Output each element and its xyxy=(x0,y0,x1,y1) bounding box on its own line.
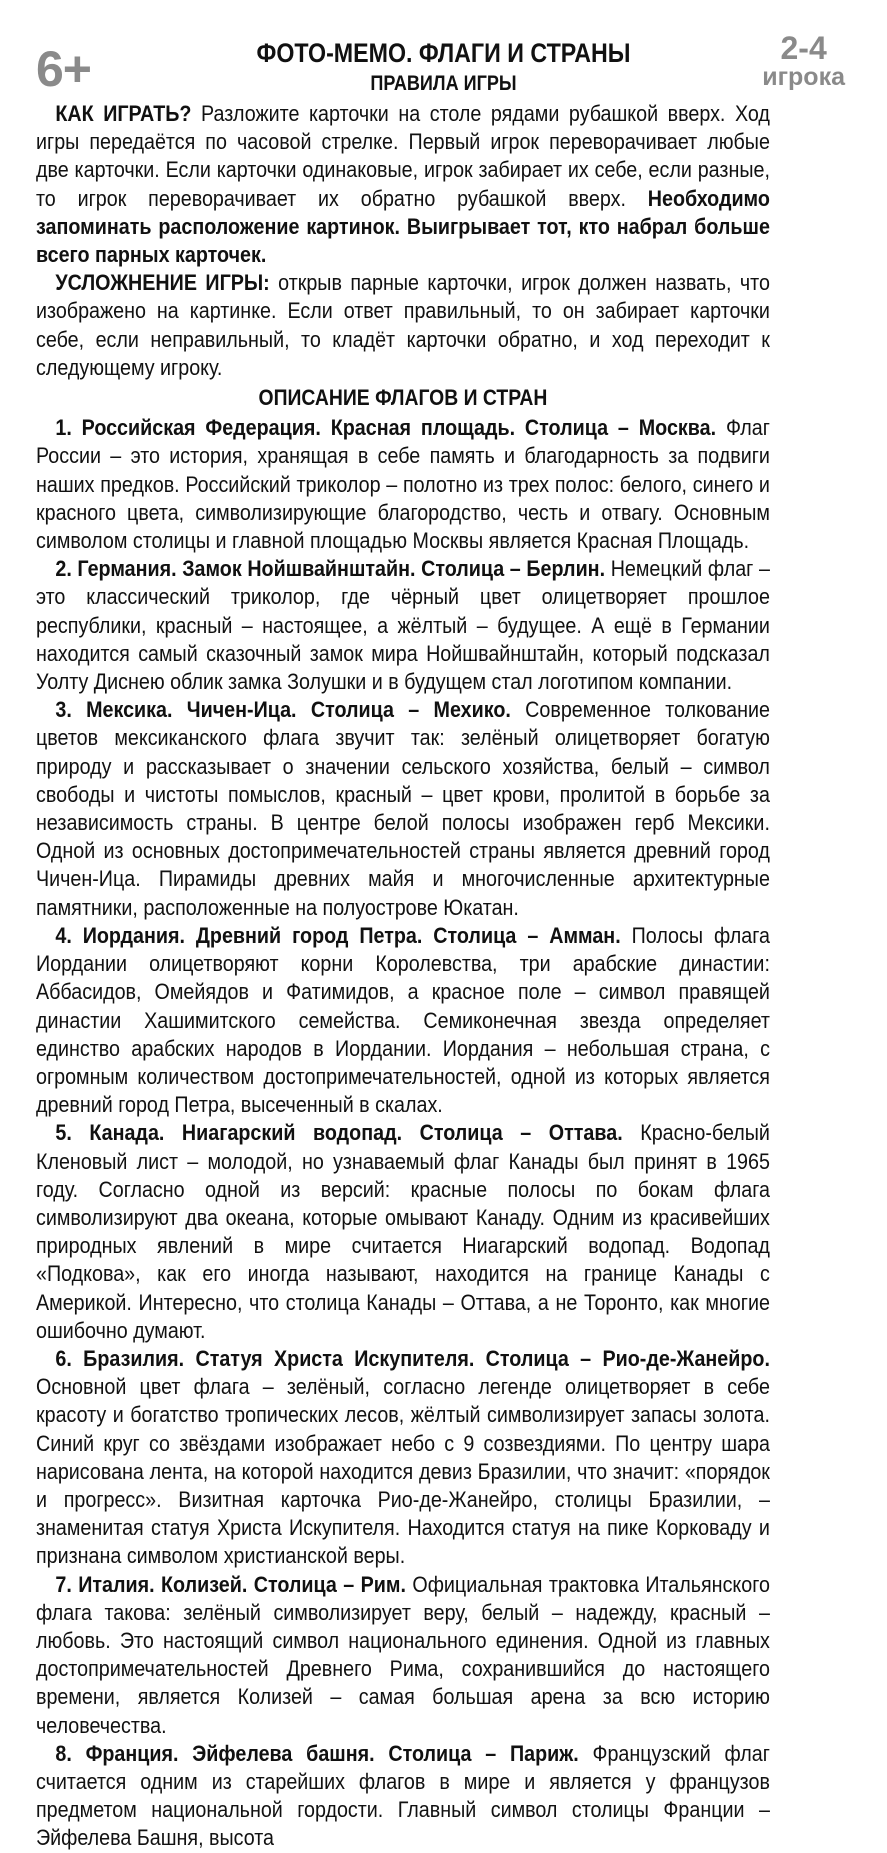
rules-body xyxy=(36,100,770,1853)
page-title: ФОТО-МЕМО. ФЛАГИ И СТРАНЫ xyxy=(256,38,631,68)
country-heading: 3. Мексика. Чичен-Ица. Столица – Мехико. xyxy=(55,697,511,723)
country-heading: 2. Германия. Замок Нойшвайнштайн. Столица – Берлин. xyxy=(55,556,606,582)
country-heading: 5. Канада. Ниагарский водопад. Столица – Оттава. xyxy=(55,1120,623,1146)
country-paragraph-france xyxy=(36,1740,770,1853)
country-text: Флаг России – это история, хранящая в себе память и благодарность за подвиги наших предков. Российский триколор – полотно из трех полос: белого, синего и красного цвета, символизирующие благородство, честь и отвагу. Основным символом столицы и главной площадью Москвы является Красная Площадь. xyxy=(36,415,770,554)
country-paragraph-italy xyxy=(36,1571,770,1740)
players-word: игрока xyxy=(762,63,845,91)
country-heading: 7. Италия. Колизей. Столица – Рим. xyxy=(55,1571,406,1597)
how-to-play-heading: КАК ИГРАТЬ? xyxy=(55,101,192,126)
how-to-play-bold-text: Необходимо запоминать расположение картинок. Выигрывает тот, кто набрал больше всего парных карточек. xyxy=(36,185,770,268)
complex-game-text: открыв парные карточки, игрок должен назвать, что изображено на картинке. Если ответ правильный, то он забирает карточки себе, если неправильный, то кладёт карточки обратно, и ход переходит к следующему игроку. xyxy=(36,270,770,380)
how-to-play-text: Разложите карточки на столе рядами рубашкой вверх. Ход игры передаётся по часовой стрелке. Первый игрок переворачивает любые две карточки. Если карточки одинаковые, игрок забирает их себе, если разные, то игрок переворачивает их обратно рубашкой вверх. xyxy=(36,101,770,211)
country-paragraph-mexico xyxy=(36,696,770,922)
country-text: Основной цвет флага – зелёный, согласно легенде олицетворяет в себе красоту и богатство тропических лесов, жёлтый символизирует запасы золота. Синий круг со звёздами изображает небо с 9 созвездиями. По центру шара нарисована лента, на которой находится девиз Бразилии, что значит: «порядок и прогресс». Визитная карточка Рио-де-Жанейро, столицы Бразилии, – знаменитая статуя Христа Искупителя. Находится статуя на пике Корковаду и признана символом христианской веры. xyxy=(36,1374,770,1569)
country-paragraph-russia xyxy=(36,414,770,555)
country-paragraph-brazil xyxy=(36,1345,770,1571)
section-title: ОПИСАНИЕ ФЛАГОВ И СТРАН xyxy=(258,385,548,411)
country-paragraph-canada xyxy=(36,1119,770,1345)
country-text: Французский флаг считается одним из старейших флагов в мире и является у французов предметом национальной гордости. Главный символ столицы Франции – Эйфелева Башня, высота xyxy=(36,1740,770,1851)
page-subtitle: ПРАВИЛА ИГРЫ xyxy=(370,72,517,95)
how-to-play-paragraph xyxy=(36,100,770,269)
country-heading: 8. Франция. Эйфелева башня. Столица – Париж. xyxy=(55,1740,579,1766)
country-paragraph-germany xyxy=(36,555,770,696)
complex-game-paragraph xyxy=(36,269,770,382)
age-rating: 6+ xyxy=(36,41,92,97)
country-heading: 1. Российская Федерация. Красная площадь. Столица – Москва. xyxy=(55,415,717,441)
country-text: Официальная трактовка Итальянского флага такова: зелёный символизирует веру, белый – надежду, красный – любовь. Это настоящий символ национального единения. Одной из главных достопримечательностей Древнего Рима, сохранившийся до настоящего времени, является Колизей – самая большая арена за всю историю человечества. xyxy=(36,1571,770,1738)
complex-game-heading: УСЛОЖНЕНИЕ ИГРЫ: xyxy=(55,270,270,296)
players-count: 2-4 xyxy=(780,30,827,66)
country-text: Немецкий флаг – это классический триколор, где чёрный цвет олицетворяет прошлое республики, красный – настоящее, а жёлтый – будущее. А ещё в Германии находится самый сказочный замок мира Нойшвайнштайн, который подсказал Уолту Диснею облик замка Золушки и в будущем стал логотипом компании. xyxy=(36,556,770,695)
country-heading: 4. Иордания. Древний город Петра. Столица – Амман. xyxy=(55,922,621,948)
country-text: Полосы флага Иордании олицетворяют корни Королевства, три арабские династии: Аббасидов, Омейядов и Фатимидов, а красное поле – символ правящей династии Хашимитского семейства. Семиконечная звезда определяет единство арабских народов в Иордании. Иордания – небольшая страна, с огромным количеством достопримечательностей, одной из которых является древний город Петра, высеченный в скалах. xyxy=(36,922,770,1118)
country-text: Красно-белый Кленовый лист – молодой, но узнаваемый флаг Канады был принят в 1965 году. Согласно одной из версий: красные полосы по бокам флага символизируют два океана, которые омывают Канаду. Одним из красивейших природных явлений в мире считается Ниагарский водопад. Водопад «Подкова», как его иногда называют, находится на границе Канады с Америкой. Интересно, что столица Канады – Оттава, а не Торонто, как многие ошибочно думают. xyxy=(36,1120,770,1343)
country-text: Современное толкование цветов мексиканского флага звучит так: зелёный олицетворяет богатую природу и рассказывает о значении сельского хозяйства, белый – символ свободы и чистоты помыслов, красный – цвет крови, пролитой в борьбе за независимость страны. В центре белой полосы изображен герб Мексики. Одной из основных достопримечательностей страны является древний город Чичен-Ица. Пирамиды древних майя и многочисленные архитектурные памятники, расположенные на полуострове Юкатан. xyxy=(36,697,770,920)
country-paragraph-jordan xyxy=(36,922,770,1119)
country-heading: 6. Бразилия. Статуя Христа Искупителя. Столица – Рио-де-Жанейро. xyxy=(55,1345,770,1371)
